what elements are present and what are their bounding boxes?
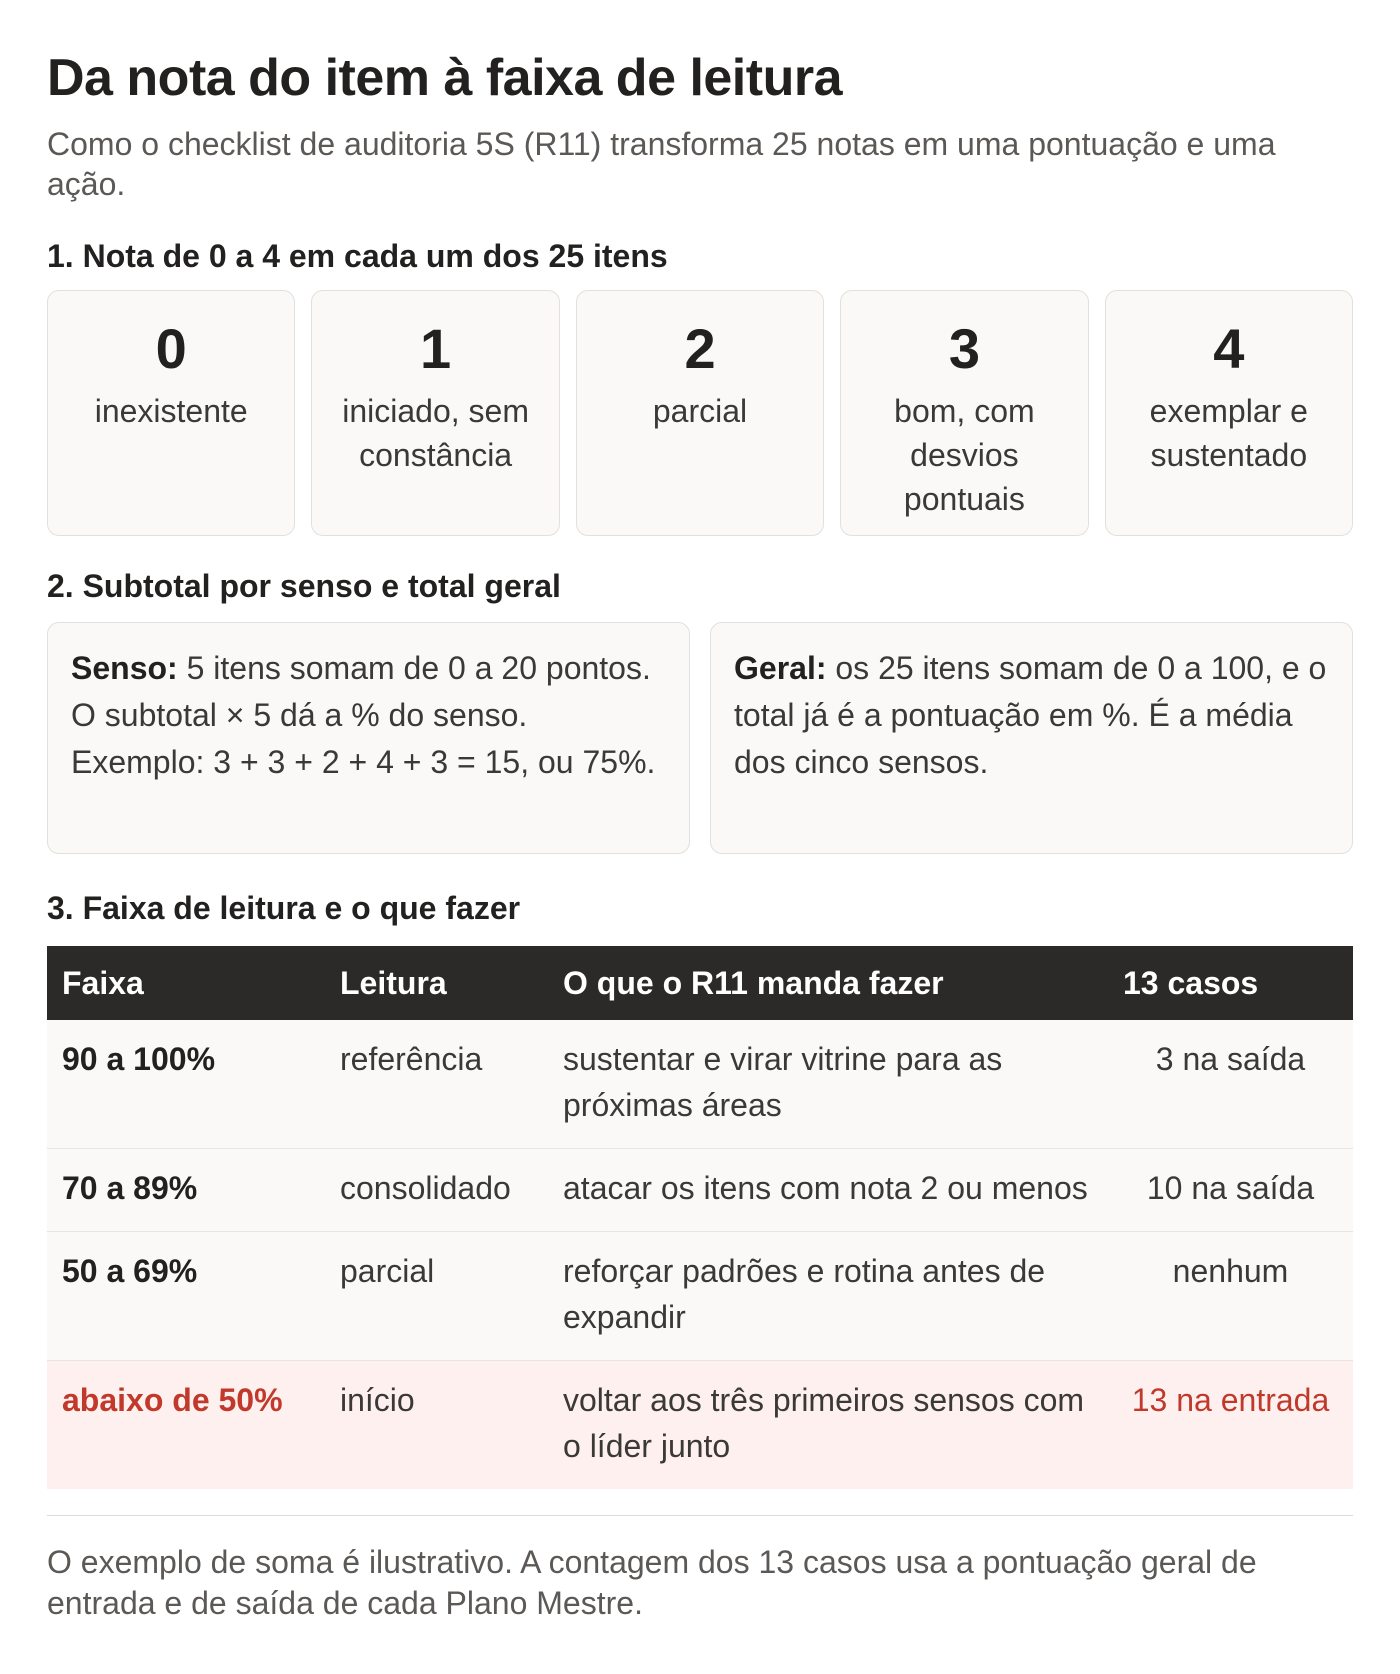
column-header-leitura: Leitura — [325, 946, 548, 1020]
divider — [47, 1515, 1353, 1516]
grade-card-2 — [576, 290, 824, 536]
grade-value: 1 — [420, 317, 452, 380]
column-header-casos: 13 casos — [1108, 946, 1353, 1020]
table-row-alert — [47, 1361, 1353, 1490]
cell-casos: 13 na entrada — [1108, 1361, 1353, 1490]
table-row — [47, 1020, 1353, 1149]
grade-label: inexistente — [94, 393, 248, 429]
cell-casos: 10 na saída — [1108, 1149, 1353, 1232]
cell-leitura: referência — [325, 1020, 548, 1149]
grade-label: iniciado, sem constância — [342, 393, 529, 473]
table-row — [47, 1232, 1353, 1361]
section-heading-bands: 3. Faixa de leitura e o que fazer — [47, 890, 521, 926]
grade-label: exemplar e sustentado — [1149, 393, 1308, 473]
grade-card-1 — [311, 290, 559, 536]
cell-leitura: parcial — [325, 1232, 548, 1361]
grade-card-0 — [47, 290, 295, 536]
cell-leitura: início — [325, 1361, 548, 1490]
bands-table — [47, 946, 1353, 1489]
senso-card — [47, 622, 690, 854]
cell-acao: atacar os itens com nota 2 ou menos — [548, 1149, 1108, 1232]
cell-casos: 3 na saída — [1108, 1020, 1353, 1149]
cell-acao: reforçar padrões e rotina antes de expandir — [548, 1232, 1108, 1361]
grade-card-3 — [840, 290, 1088, 536]
cell-acao: sustentar e virar vitrine para as próximas áreas — [548, 1020, 1108, 1149]
section-heading-grades: 1. Nota de 0 a 4 em cada um dos 25 itens — [47, 238, 668, 274]
grade-label: parcial — [652, 393, 748, 429]
geral-card — [710, 622, 1353, 854]
geral-text: os 25 itens somam de 0 a 100, e o total já é a pontuação em %. É a média dos cinco sensos. — [734, 650, 1327, 780]
column-header-faixa: Faixa — [47, 946, 325, 1020]
grade-value: 0 — [155, 317, 187, 380]
geral-label: Geral: — [734, 650, 827, 686]
cell-acao: voltar aos três primeiros sensos com o líder junto — [548, 1361, 1108, 1490]
table-row — [47, 1149, 1353, 1232]
cell-casos: nenhum — [1108, 1232, 1353, 1361]
column-header-acao: O que o R11 manda fazer — [548, 946, 1108, 1020]
page-subtitle: Como o checklist de auditoria 5S (R11) transforma 25 notas em uma pontuação e uma ação. — [47, 126, 1276, 202]
senso-text: 5 itens somam de 0 a 20 pontos. O subtotal × 5 dá a % do senso. Exemplo: 3 + 3 + 2 + 4 + 3 = 15, ou 75%. — [71, 650, 656, 780]
cell-faixa: abaixo de 50% — [47, 1361, 325, 1490]
grade-value: 3 — [948, 317, 980, 380]
table-header-row — [47, 946, 1353, 1020]
cell-leitura: consolidado — [325, 1149, 548, 1232]
page-title: Da nota do item à faixa de leitura — [47, 49, 842, 107]
section-heading-totals: 2. Subtotal por senso e total geral — [47, 568, 561, 604]
cell-faixa: 50 a 69% — [47, 1232, 325, 1361]
footnote: O exemplo de soma é ilustrativo. A contagem dos 13 casos usa a pontuação geral de entrada e de saída de cada Plano Mestre. — [47, 1544, 1257, 1621]
grade-value: 4 — [1213, 317, 1245, 380]
grade-card-4 — [1105, 290, 1353, 536]
grade-scale — [47, 290, 1353, 536]
senso-label: Senso: — [71, 650, 178, 686]
grade-label: bom, com desvios pontuais — [894, 393, 1035, 517]
grade-value: 2 — [684, 317, 716, 380]
cell-faixa: 90 a 100% — [47, 1020, 325, 1149]
cell-faixa: 70 a 89% — [47, 1149, 325, 1232]
totals-cards — [47, 622, 1353, 854]
